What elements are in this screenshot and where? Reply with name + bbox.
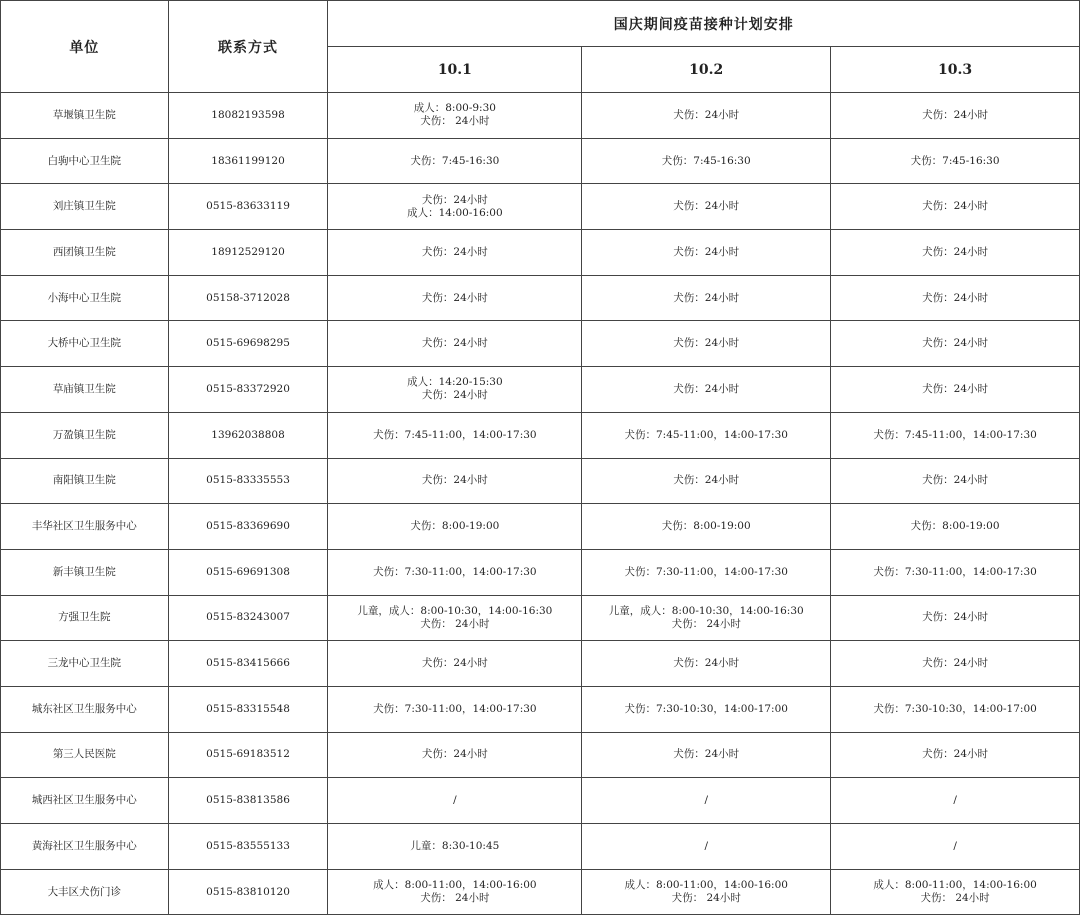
schedule-line: 犬伤：24小时 (421, 245, 488, 258)
schedule-line: 犬伤：24小时 (922, 611, 989, 624)
phone-cell: 0515-83633119 (168, 184, 328, 230)
unit-cell: 三龙中心卫生院 (1, 641, 169, 687)
schedule-line: 成人：14:20-15:30 (407, 376, 503, 389)
table-row (1, 549, 1080, 595)
schedule-line: 犬伤：24小时 (922, 245, 989, 258)
schedule-line: 犬伤：7:30-10:30，14:00-17:00 (624, 702, 788, 715)
phone-cell: 0515-83369690 (168, 504, 328, 550)
schedule-line: 儿童，成人：8:00-10:30，14:00-16:30 (608, 604, 804, 617)
table-row (1, 778, 1080, 824)
schedule-cell-2 (582, 138, 831, 184)
schedule-cell-3 (831, 686, 1080, 732)
schedule-cell-1 (328, 778, 582, 824)
phone-cell: 0515-69691308 (168, 549, 328, 595)
schedule-cell-1 (328, 321, 582, 367)
schedule-cell-2 (582, 549, 831, 595)
header-date-3: 10.3 (831, 47, 1080, 93)
table-row (1, 275, 1080, 321)
phone-cell: 0515-83372920 (168, 367, 328, 413)
header-plan-title: 国庆期间疫苗接种计划安排 (328, 1, 1080, 47)
schedule-cell-3 (831, 778, 1080, 824)
schedule-cell-3 (831, 732, 1080, 778)
unit-cell: 城东社区卫生服务中心 (1, 686, 169, 732)
schedule-line: 犬伤：7:30-11:00，14:00-17:30 (373, 565, 537, 578)
unit-cell: 大丰区犬伤门诊 (1, 869, 169, 915)
phone-cell: 0515-83813586 (168, 778, 328, 824)
schedule-cell-3 (831, 412, 1080, 458)
table-row (1, 824, 1080, 870)
schedule-cell-1 (328, 686, 582, 732)
unit-cell: 白驹中心卫生院 (1, 138, 169, 184)
table-row (1, 230, 1080, 276)
schedule-cell-3 (831, 93, 1080, 139)
unit-cell: 西团镇卫生院 (1, 230, 169, 276)
schedule-line: 犬伤：24小时 (922, 108, 989, 121)
phone-cell: 0515-83315548 (168, 686, 328, 732)
table-row (1, 641, 1080, 687)
schedule-cell-2 (582, 93, 831, 139)
schedule-line: 犬伤：7:45-16:30 (410, 154, 500, 167)
schedule-line: 犬伤：24小时 (673, 474, 740, 487)
schedule-line: 犬伤： 24小时 (420, 115, 490, 128)
schedule-line: 犬伤：24小时 (673, 657, 740, 670)
unit-cell: 城西社区卫生服务中心 (1, 778, 169, 824)
unit-cell: 方强卫生院 (1, 595, 169, 641)
schedule-cell-2 (582, 595, 831, 641)
schedule-line: 犬伤：24小时 (673, 200, 740, 213)
schedule-cell-1 (328, 595, 582, 641)
schedule-line: 犬伤：7:30-11:00，14:00-17:30 (873, 565, 1037, 578)
schedule-cell-3 (831, 138, 1080, 184)
schedule-line: 犬伤：7:45-11:00，14:00-17:30 (624, 428, 788, 441)
schedule-line: 犬伤：24小时 (922, 291, 989, 304)
schedule-cell-3 (831, 504, 1080, 550)
schedule-cell-1 (328, 184, 582, 230)
schedule-line: 犬伤：24小时 (922, 337, 989, 350)
schedule-line: / (704, 794, 708, 807)
schedule-line: 犬伤：24小时 (421, 337, 488, 350)
phone-cell: 0515-69698295 (168, 321, 328, 367)
table-row (1, 184, 1080, 230)
schedule-cell-1 (328, 549, 582, 595)
table-row (1, 869, 1080, 915)
unit-cell: 南阳镇卫生院 (1, 458, 169, 504)
header-date-1: 10.1 (328, 47, 582, 93)
schedule-line: 犬伤：24小时 (673, 748, 740, 761)
table-row (1, 595, 1080, 641)
schedule-cell-3 (831, 321, 1080, 367)
schedule-line: 犬伤：24小时 (421, 474, 488, 487)
schedule-line: 成人：8:00-9:30 (413, 102, 496, 115)
table-row (1, 458, 1080, 504)
schedule-line: 犬伤：24小时 (922, 200, 989, 213)
table-row (1, 367, 1080, 413)
schedule-line: 犬伤：24小时 (922, 474, 989, 487)
phone-cell: 13962038808 (168, 412, 328, 458)
phone-cell: 0515-83415666 (168, 641, 328, 687)
schedule-line: 犬伤：8:00-19:00 (661, 520, 751, 533)
table-row (1, 138, 1080, 184)
schedule-line: 儿童，成人：8:00-10:30，14:00-16:30 (357, 604, 553, 617)
phone-cell: 18912529120 (168, 230, 328, 276)
phone-cell: 0515-83335553 (168, 458, 328, 504)
schedule-cell-2 (582, 504, 831, 550)
schedule-cell-1 (328, 412, 582, 458)
schedule-line: 犬伤：7:45-11:00，14:00-17:30 (373, 428, 537, 441)
schedule-cell-2 (582, 321, 831, 367)
schedule-line: 犬伤：7:30-11:00，14:00-17:30 (624, 565, 788, 578)
schedule-line: 犬伤：24小时 (421, 657, 488, 670)
schedule-line: 犬伤：24小时 (673, 291, 740, 304)
table-row (1, 732, 1080, 778)
schedule-line: 犬伤：24小时 (421, 193, 488, 206)
schedule-cell-3 (831, 458, 1080, 504)
schedule-line: 犬伤： 24小时 (671, 617, 741, 630)
phone-cell: 18361199120 (168, 138, 328, 184)
unit-cell: 丰华社区卫生服务中心 (1, 504, 169, 550)
schedule-cell-1 (328, 824, 582, 870)
phone-cell: 0515-83555133 (168, 824, 328, 870)
header-date-2: 10.2 (582, 47, 831, 93)
schedule-cell-2 (582, 184, 831, 230)
unit-cell: 刘庄镇卫生院 (1, 184, 169, 230)
schedule-line: 犬伤：24小时 (673, 245, 740, 258)
schedule-line: 犬伤：24小时 (673, 382, 740, 395)
schedule-line: 犬伤：24小时 (421, 748, 488, 761)
schedule-cell-1 (328, 458, 582, 504)
unit-cell: 大桥中心卫生院 (1, 321, 169, 367)
schedule-line: 犬伤：24小时 (673, 337, 740, 350)
schedule-line: 成人：8:00-11:00，14:00-16:00 (373, 879, 537, 892)
schedule-cell-1 (328, 93, 582, 139)
schedule-cell-2 (582, 778, 831, 824)
unit-cell: 草堰镇卫生院 (1, 93, 169, 139)
table-body (1, 93, 1080, 915)
schedule-line: 犬伤：7:30-10:30，14:00-17:00 (873, 702, 1037, 715)
schedule-cell-3 (831, 275, 1080, 321)
schedule-cell-2 (582, 275, 831, 321)
schedule-line: 儿童：8:30-10:45 (410, 839, 500, 852)
schedule-cell-1 (328, 504, 582, 550)
schedule-line: 犬伤： 24小时 (420, 892, 490, 905)
schedule-cell-1 (328, 275, 582, 321)
schedule-line: 犬伤：8:00-19:00 (410, 520, 500, 533)
schedule-cell-3 (831, 549, 1080, 595)
schedule-line: 犬伤：24小时 (673, 108, 740, 121)
table-row (1, 321, 1080, 367)
schedule-line: / (953, 839, 957, 852)
unit-cell: 第三人民医院 (1, 732, 169, 778)
schedule-line: 犬伤：7:45-11:00，14:00-17:30 (873, 428, 1037, 441)
unit-cell: 新丰镇卫生院 (1, 549, 169, 595)
schedule-cell-3 (831, 230, 1080, 276)
unit-cell: 万盈镇卫生院 (1, 412, 169, 458)
schedule-cell-1 (328, 641, 582, 687)
table-row (1, 93, 1080, 139)
schedule-cell-3 (831, 184, 1080, 230)
schedule-cell-3 (831, 595, 1080, 641)
unit-cell: 小海中心卫生院 (1, 275, 169, 321)
table-row (1, 412, 1080, 458)
schedule-cell-2 (582, 869, 831, 915)
schedule-cell-2 (582, 412, 831, 458)
header-unit: 单位 (1, 1, 169, 93)
schedule-cell-3 (831, 824, 1080, 870)
unit-cell: 草庙镇卫生院 (1, 367, 169, 413)
schedule-cell-2 (582, 641, 831, 687)
phone-cell: 0515-69183512 (168, 732, 328, 778)
schedule-line: 犬伤：24小时 (922, 382, 989, 395)
schedule-line: 犬伤： 24小时 (671, 892, 741, 905)
schedule-line: 成人：8:00-11:00，14:00-16:00 (873, 879, 1037, 892)
schedule-line: / (704, 839, 708, 852)
schedule-line: 犬伤：7:45-16:30 (910, 154, 1000, 167)
schedule-line: 犬伤：24小时 (421, 291, 488, 304)
phone-cell: 18082193598 (168, 93, 328, 139)
table-row (1, 504, 1080, 550)
phone-cell: 0515-83243007 (168, 595, 328, 641)
schedule-cell-1 (328, 138, 582, 184)
schedule-cell-1 (328, 869, 582, 915)
header-contact: 联系方式 (168, 1, 328, 93)
schedule-line: 犬伤： 24小时 (420, 617, 490, 630)
schedule-line: 犬伤：7:30-11:00，14:00-17:30 (373, 702, 537, 715)
schedule-line: 犬伤：7:45-16:30 (661, 154, 751, 167)
table-row (1, 686, 1080, 732)
schedule-cell-2 (582, 686, 831, 732)
schedule-cell-2 (582, 458, 831, 504)
unit-cell: 黄海社区卫生服务中心 (1, 824, 169, 870)
phone-cell: 05158-3712028 (168, 275, 328, 321)
schedule-line: 犬伤：24小时 (421, 389, 488, 402)
schedule-line: 成人：8:00-11:00，14:00-16:00 (624, 879, 788, 892)
schedule-cell-2 (582, 367, 831, 413)
schedule-line: 犬伤：8:00-19:00 (910, 520, 1000, 533)
schedule-line: 成人：14:00-16:00 (407, 206, 503, 219)
schedule-cell-1 (328, 732, 582, 778)
schedule-cell-1 (328, 367, 582, 413)
phone-cell: 0515-83810120 (168, 869, 328, 915)
schedule-cell-1 (328, 230, 582, 276)
schedule-cell-2 (582, 230, 831, 276)
schedule-cell-3 (831, 641, 1080, 687)
schedule-cell-2 (582, 732, 831, 778)
schedule-cell-3 (831, 367, 1080, 413)
schedule-line: 犬伤：24小时 (922, 748, 989, 761)
schedule-line: 犬伤： 24小时 (920, 892, 990, 905)
schedule-cell-2 (582, 824, 831, 870)
schedule-line: / (953, 794, 957, 807)
schedule-line: 犬伤：24小时 (922, 657, 989, 670)
schedule-cell-3 (831, 869, 1080, 915)
schedule-line: / (453, 794, 457, 807)
